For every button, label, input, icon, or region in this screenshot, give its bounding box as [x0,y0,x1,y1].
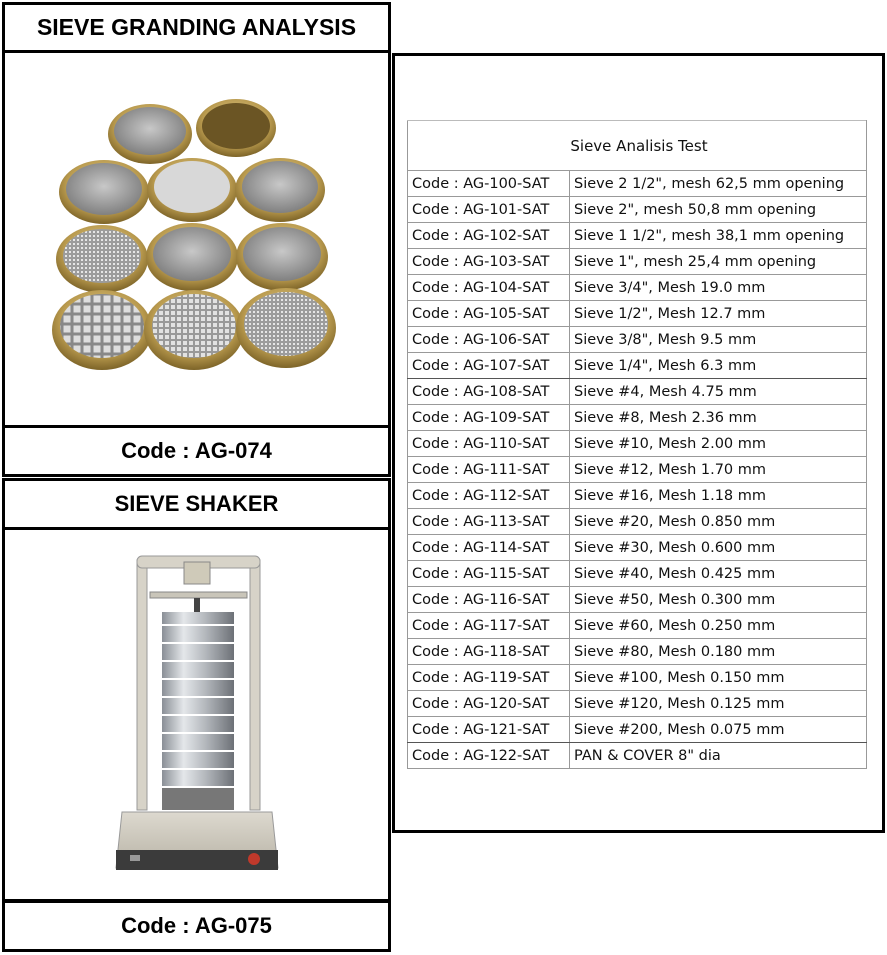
row-description: Sieve 3/4", Mesh 19.0 mm [570,275,867,301]
table-row [408,561,867,587]
row-code: Code : AG-117-SAT [408,613,570,639]
row-code: Code : AG-116-SAT [408,587,570,613]
row-code: Code : AG-107-SAT [408,353,570,379]
table-row [408,171,867,197]
row-code: Code : AG-120-SAT [408,691,570,717]
table-row [408,327,867,353]
table-row [408,405,867,431]
row-description: Sieve #12, Mesh 1.70 mm [570,457,867,483]
sieve-code: Code : AG-074 [2,425,391,477]
row-code: Code : AG-105-SAT [408,301,570,327]
table-row [408,743,867,769]
row-description: Sieve 3/8", Mesh 9.5 mm [570,327,867,353]
row-code: Code : AG-103-SAT [408,249,570,275]
sieve-table [407,120,867,769]
row-description: Sieve 1/2", Mesh 12.7 mm [570,301,867,327]
row-code: Code : AG-118-SAT [408,639,570,665]
row-description: Sieve #200, Mesh 0.075 mm [570,717,867,743]
table-row [408,613,867,639]
row-description: Sieve #40, Mesh 0.425 mm [570,561,867,587]
row-code: Code : AG-101-SAT [408,197,570,223]
row-description: Sieve #60, Mesh 0.250 mm [570,613,867,639]
table-header: Sieve Analisis Test [408,121,867,171]
row-code: Code : AG-119-SAT [408,665,570,691]
row-description: Sieve #16, Mesh 1.18 mm [570,483,867,509]
sieve-shaker-photo [2,527,391,902]
row-description: Sieve 1 1/2", mesh 38,1 mm opening [570,223,867,249]
row-code: Code : AG-106-SAT [408,327,570,353]
row-description: Sieve #80, Mesh 0.180 mm [570,639,867,665]
table-row [408,353,867,379]
table-row [408,197,867,223]
row-code: Code : AG-122-SAT [408,743,570,769]
row-code: Code : AG-121-SAT [408,717,570,743]
row-code: Code : AG-115-SAT [408,561,570,587]
row-description: Sieve #100, Mesh 0.150 mm [570,665,867,691]
shaker-title: SIEVE SHAKER [2,478,391,530]
row-description: Sieve #120, Mesh 0.125 mm [570,691,867,717]
table-row [408,483,867,509]
sieve-set-image [32,94,362,384]
row-description: Sieve #4, Mesh 4.75 mm [570,379,867,405]
row-code: Code : AG-108-SAT [408,379,570,405]
table-row [408,587,867,613]
row-code: Code : AG-104-SAT [408,275,570,301]
row-description: Sieve #8, Mesh 2.36 mm [570,405,867,431]
row-description: PAN & COVER 8" dia [570,743,867,769]
table-row [408,431,867,457]
table-row [408,249,867,275]
table-row [408,275,867,301]
table-row [408,691,867,717]
table-row [408,639,867,665]
shaker-code: Code : AG-075 [2,900,391,952]
row-code: Code : AG-109-SAT [408,405,570,431]
row-description: Sieve 2 1/2", mesh 62,5 mm opening [570,171,867,197]
row-description: Sieve #50, Mesh 0.300 mm [570,587,867,613]
section-title: SIEVE GRANDING ANALYSIS [2,2,391,53]
row-code: Code : AG-112-SAT [408,483,570,509]
row-code: Code : AG-110-SAT [408,431,570,457]
row-description: Sieve #10, Mesh 2.00 mm [570,431,867,457]
row-code: Code : AG-102-SAT [408,223,570,249]
row-description: Sieve #20, Mesh 0.850 mm [570,509,867,535]
table-row [408,223,867,249]
row-code: Code : AG-111-SAT [408,457,570,483]
row-code: Code : AG-114-SAT [408,535,570,561]
row-code: Code : AG-113-SAT [408,509,570,535]
table-row [408,301,867,327]
table-header-row [408,121,867,171]
table-row [408,535,867,561]
table-row [408,509,867,535]
table-row [408,379,867,405]
table-row [408,717,867,743]
row-description: Sieve 1", mesh 25,4 mm opening [570,249,867,275]
row-description: Sieve 1/4", Mesh 6.3 mm [570,353,867,379]
row-description: Sieve #30, Mesh 0.600 mm [570,535,867,561]
row-description: Sieve 2", mesh 50,8 mm opening [570,197,867,223]
table-row [408,457,867,483]
table-row [408,665,867,691]
sieve-shaker-image [112,550,282,880]
sieve-set-photo [2,50,391,428]
row-code: Code : AG-100-SAT [408,171,570,197]
